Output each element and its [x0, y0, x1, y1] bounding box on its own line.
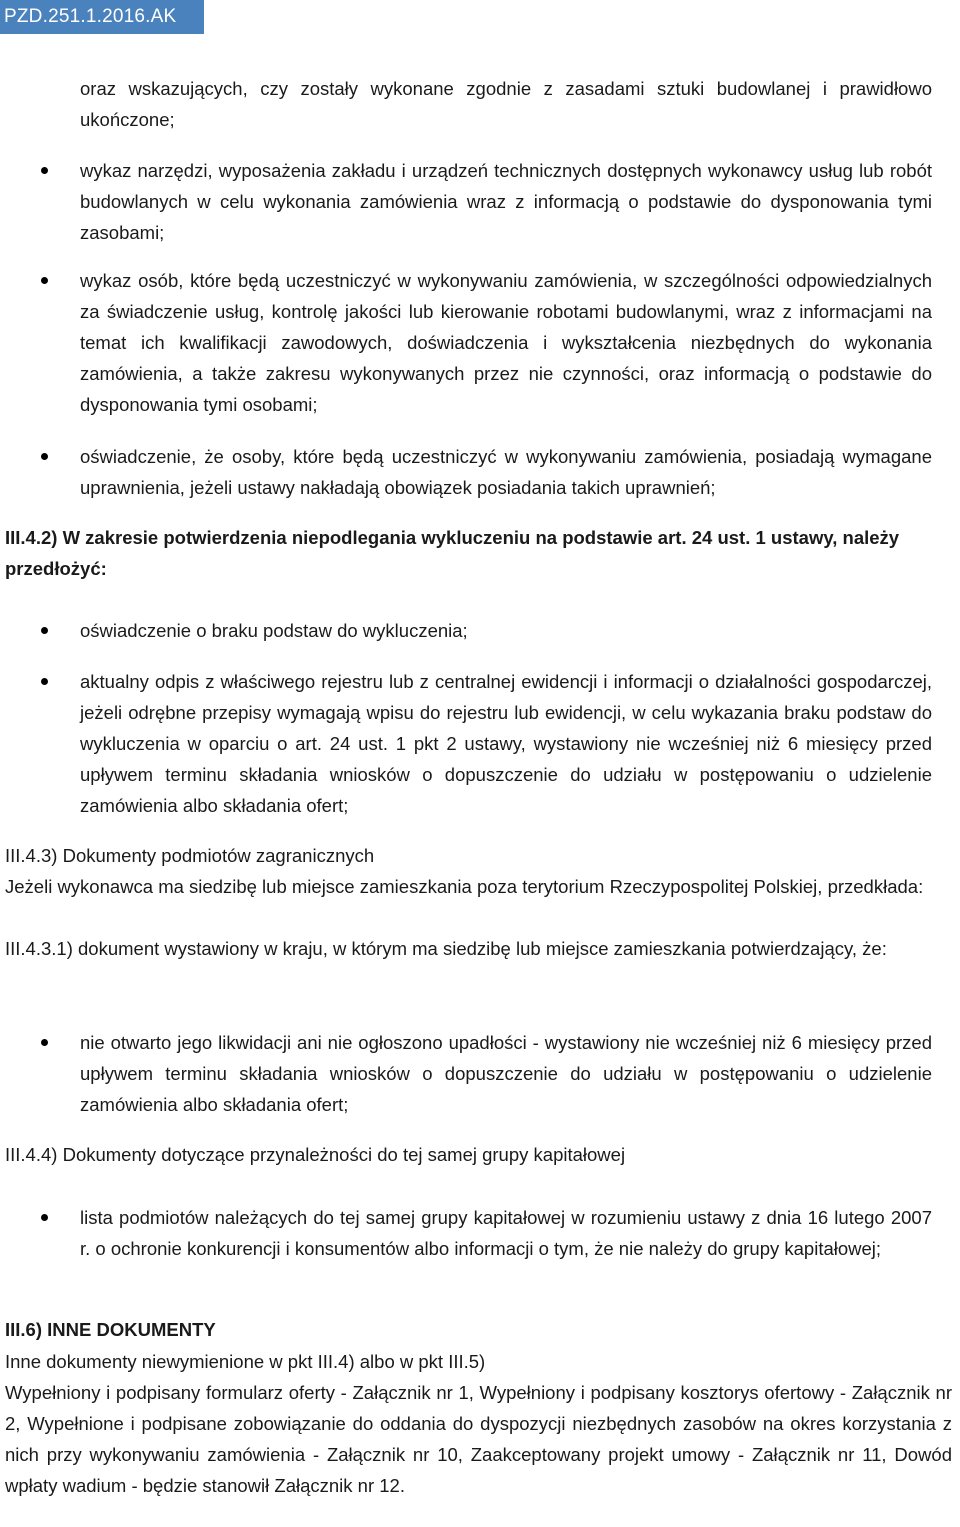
- bullet-icon: [41, 277, 48, 284]
- list-item-qualifications: oświadczenie, że osoby, które będą uczestniczyć w wykonywaniu zamówienia, posiadają wymagane uprawnienia, jeżeli ustawy nakładają obowiązek posiadania takich uprawnień;: [80, 446, 932, 498]
- list-item-capital-group: lista podmiotów należących do tej samej grupy kapitałowej w rozumieniu ustawy z dnia 16 lutego 2007 r. o ochronie konkurencji i konsumentów albo informacji o tym, że nie należy do grupy kapitałowej;: [80, 1207, 932, 1259]
- bullet-icon: [41, 678, 48, 685]
- bullet-icon: [41, 1039, 48, 1046]
- bullet-icon: [41, 627, 48, 634]
- continued-paragraph: oraz wskazujących, czy zostały wykonane zgodnie z zasadami sztuki budowlanej i prawidłowo ukończone;: [80, 78, 932, 130]
- list-item-no-grounds: oświadczenie o braku podstaw do wykluczenia;: [80, 620, 468, 641]
- bullet-icon: [41, 1214, 48, 1221]
- section-heading-iii-4-2: III.4.2) W zakresie potwierdzenia niepodlegania wykluczeniu na podstawie art. 24 ust. 1 ustawy, należy przedłożyć:: [5, 527, 900, 579]
- section-text-iii-6: Wypełniony i podpisany formularz oferty - Załącznik nr 1, Wypełniony i podpisany kosztorys ofertowy - Załącznik nr 2, Wypełnione i podpisane zobowiązanie do oddania do dyspozycji niezbędnych zasobów na okres korzystania z nich przy wykonywaniu zamówienia - Załącznik nr 10, Zaakceptowany projekt umowy - Załącznik nr 11, Dowód wpłaty wadium - będzie stanowił Załącznik nr 12.: [5, 1382, 952, 1496]
- list-item-registry-extract: aktualny odpis z właściwego rejestru lub z centralnej ewidencji i informacji o działalności gospodarczej, jeżeli odrębne przepisy wymagają wpisu do rejestru lub ewidencji, w celu wykazania braku podstaw do wykluczenia w oparciu o art. 24 ust. 1 pkt 2 ustawy, wystawiony nie wcześniej niż 6 miesięcy przed upływem terminu składania wniosków o dopuszczenie do udziału w postępowaniu o udzielenie zamówienia albo składania ofert;: [80, 671, 932, 816]
- section-text-iii-4-3: Jeżeli wykonawca ma siedzibę lub miejsce zamieszkania poza terytorium Rzeczypospolitej Polskiej, przedkłada:: [5, 876, 924, 897]
- bullet-icon: [41, 167, 48, 174]
- list-item-no-liquidation: nie otwarto jego likwidacji ani nie ogłoszono upadłości - wystawiony nie wcześniej niż 6 miesięcy przed upływem terminu składania wniosków o dopuszczenie do udziału w postępowaniu o udzielenie zamówienia albo składania ofert;: [80, 1032, 932, 1115]
- section-heading-iii-6: III.6) INNE DOKUMENTY: [5, 1319, 216, 1340]
- list-item-tools: wykaz narzędzi, wyposażenia zakładu i urządzeń technicznych dostępnych wykonawcy usług lub robót budowlanych w celu wykonania zamówienia wraz z informacją o podstawie do dysponowania tymi zasobami;: [80, 160, 932, 243]
- section-heading-iii-4-3: III.4.3) Dokumenty podmiotów zagranicznych: [5, 845, 375, 866]
- section-subheading-iii-6: Inne dokumenty niewymienione w pkt III.4) albo w pkt III.5): [5, 1351, 486, 1372]
- document-code-header: PZD.251.1.2016.AK: [0, 0, 204, 34]
- list-item-persons: wykaz osób, które będą uczestniczyć w wykonywaniu zamówienia, w szczególności odpowiedzialnych za świadczenie usług, kontrolę jakości lub kierowanie robotami budowlanymi, wraz z informacjami na temat ich kwalifikacji zawodowych, doświadczenia i wykształcenia niezbędnych do wykonania zamówienia, a także zakresu wykonywanych przez nie czynności, oraz informacją o podstawie do dysponowania tymi osobami;: [80, 270, 932, 415]
- bullet-icon: [41, 453, 48, 460]
- section-heading-iii-4-4: III.4.4) Dokumenty dotyczące przynależności do tej samej grupy kapitałowej: [5, 1144, 626, 1165]
- section-heading-iii-4-3-1: III.4.3.1) dokument wystawiony w kraju, w którym ma siedzibę lub miejsce zamieszkania potwierdzający, że:: [5, 938, 887, 959]
